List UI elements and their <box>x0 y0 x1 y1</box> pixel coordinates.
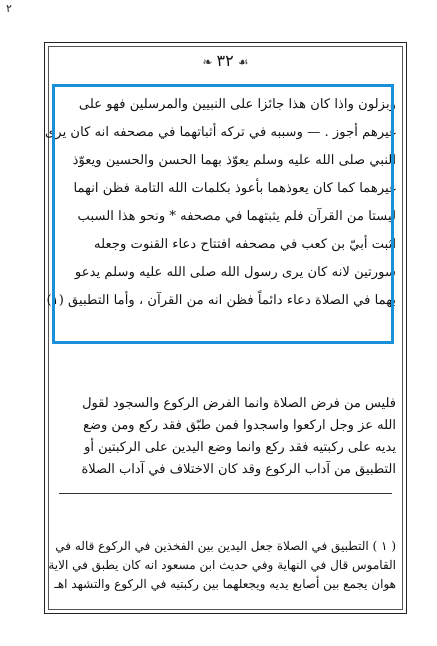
footnote <box>48 537 396 594</box>
text-line: بهما في الصلاة دعاء دائماً فظن انه من القرآن ، وأما التطبيق (١) <box>46 293 396 308</box>
text-line: الله عز وجل اركعوا واسجدوا فمن طبّق فقد ركع ومن وضع <box>83 418 396 433</box>
footnote-line: القاموس قال في النهاية وفي حديث ابن مسعود انه كان يطبق في الاية <box>48 558 396 572</box>
ornament-right-icon: ☙ <box>237 55 249 69</box>
page-number-header <box>45 51 406 70</box>
text-line: التطبيق من آداب الركوع وقد كان الاختلاف في آداب الصلاة <box>81 462 396 477</box>
footnote-divider <box>59 493 392 494</box>
footnote-line: ( ١ ) التطبيق في الصلاة جعل اليدين بين الفخذين في الركوع قاله في <box>55 539 396 553</box>
text-line: وبزلون واذا كان هذا جائزا على النبيين والمرسلين فهو على <box>78 97 396 112</box>
text-line: ليستا من القرآن فلم يثبتهما في مصحفه * ونحو هذا السبب <box>77 209 396 224</box>
text-line: اثبت أبيّ بن كعب في مصحفه افتتاح دعاء القنوت وجعله <box>94 237 396 252</box>
text-line: سورتين لانه كان يرى رسول الله صلى الله عليه وسلم يدعو <box>74 265 396 280</box>
text-line: يديه على ركبتيه فقد ركع وانما وضع اليدين على الركبتين أو <box>84 440 396 455</box>
ornament-left-icon: ❧ <box>202 55 213 69</box>
body-paragraph <box>59 393 396 481</box>
corner-mark: ٢ <box>6 2 12 15</box>
text-line: النبي صلى الله عليه وسلم يعوّذ بهما الحسن والحسين ويعوّذ <box>72 153 396 168</box>
page-number: ٣٢ <box>216 51 234 70</box>
selection-highlight-box <box>44 84 396 344</box>
footnote-line: هوان يجمع بين أصابع يديه ويجعلهما بين ركبتيه في الركوع والتشهد اهـ <box>54 577 396 591</box>
text-line: غيرهما كما كان يعوذهما بأعوذ بكلمات الله التامة فظن انهما <box>73 181 396 196</box>
text-line: غيرهم أجوز . — وسببه في تركه أثباتهما في مصحفه انه كان يرى <box>44 125 396 140</box>
text-line: فليس من فرض الصلاة وانما الفرض الركوع والسجود لقول <box>82 396 396 411</box>
